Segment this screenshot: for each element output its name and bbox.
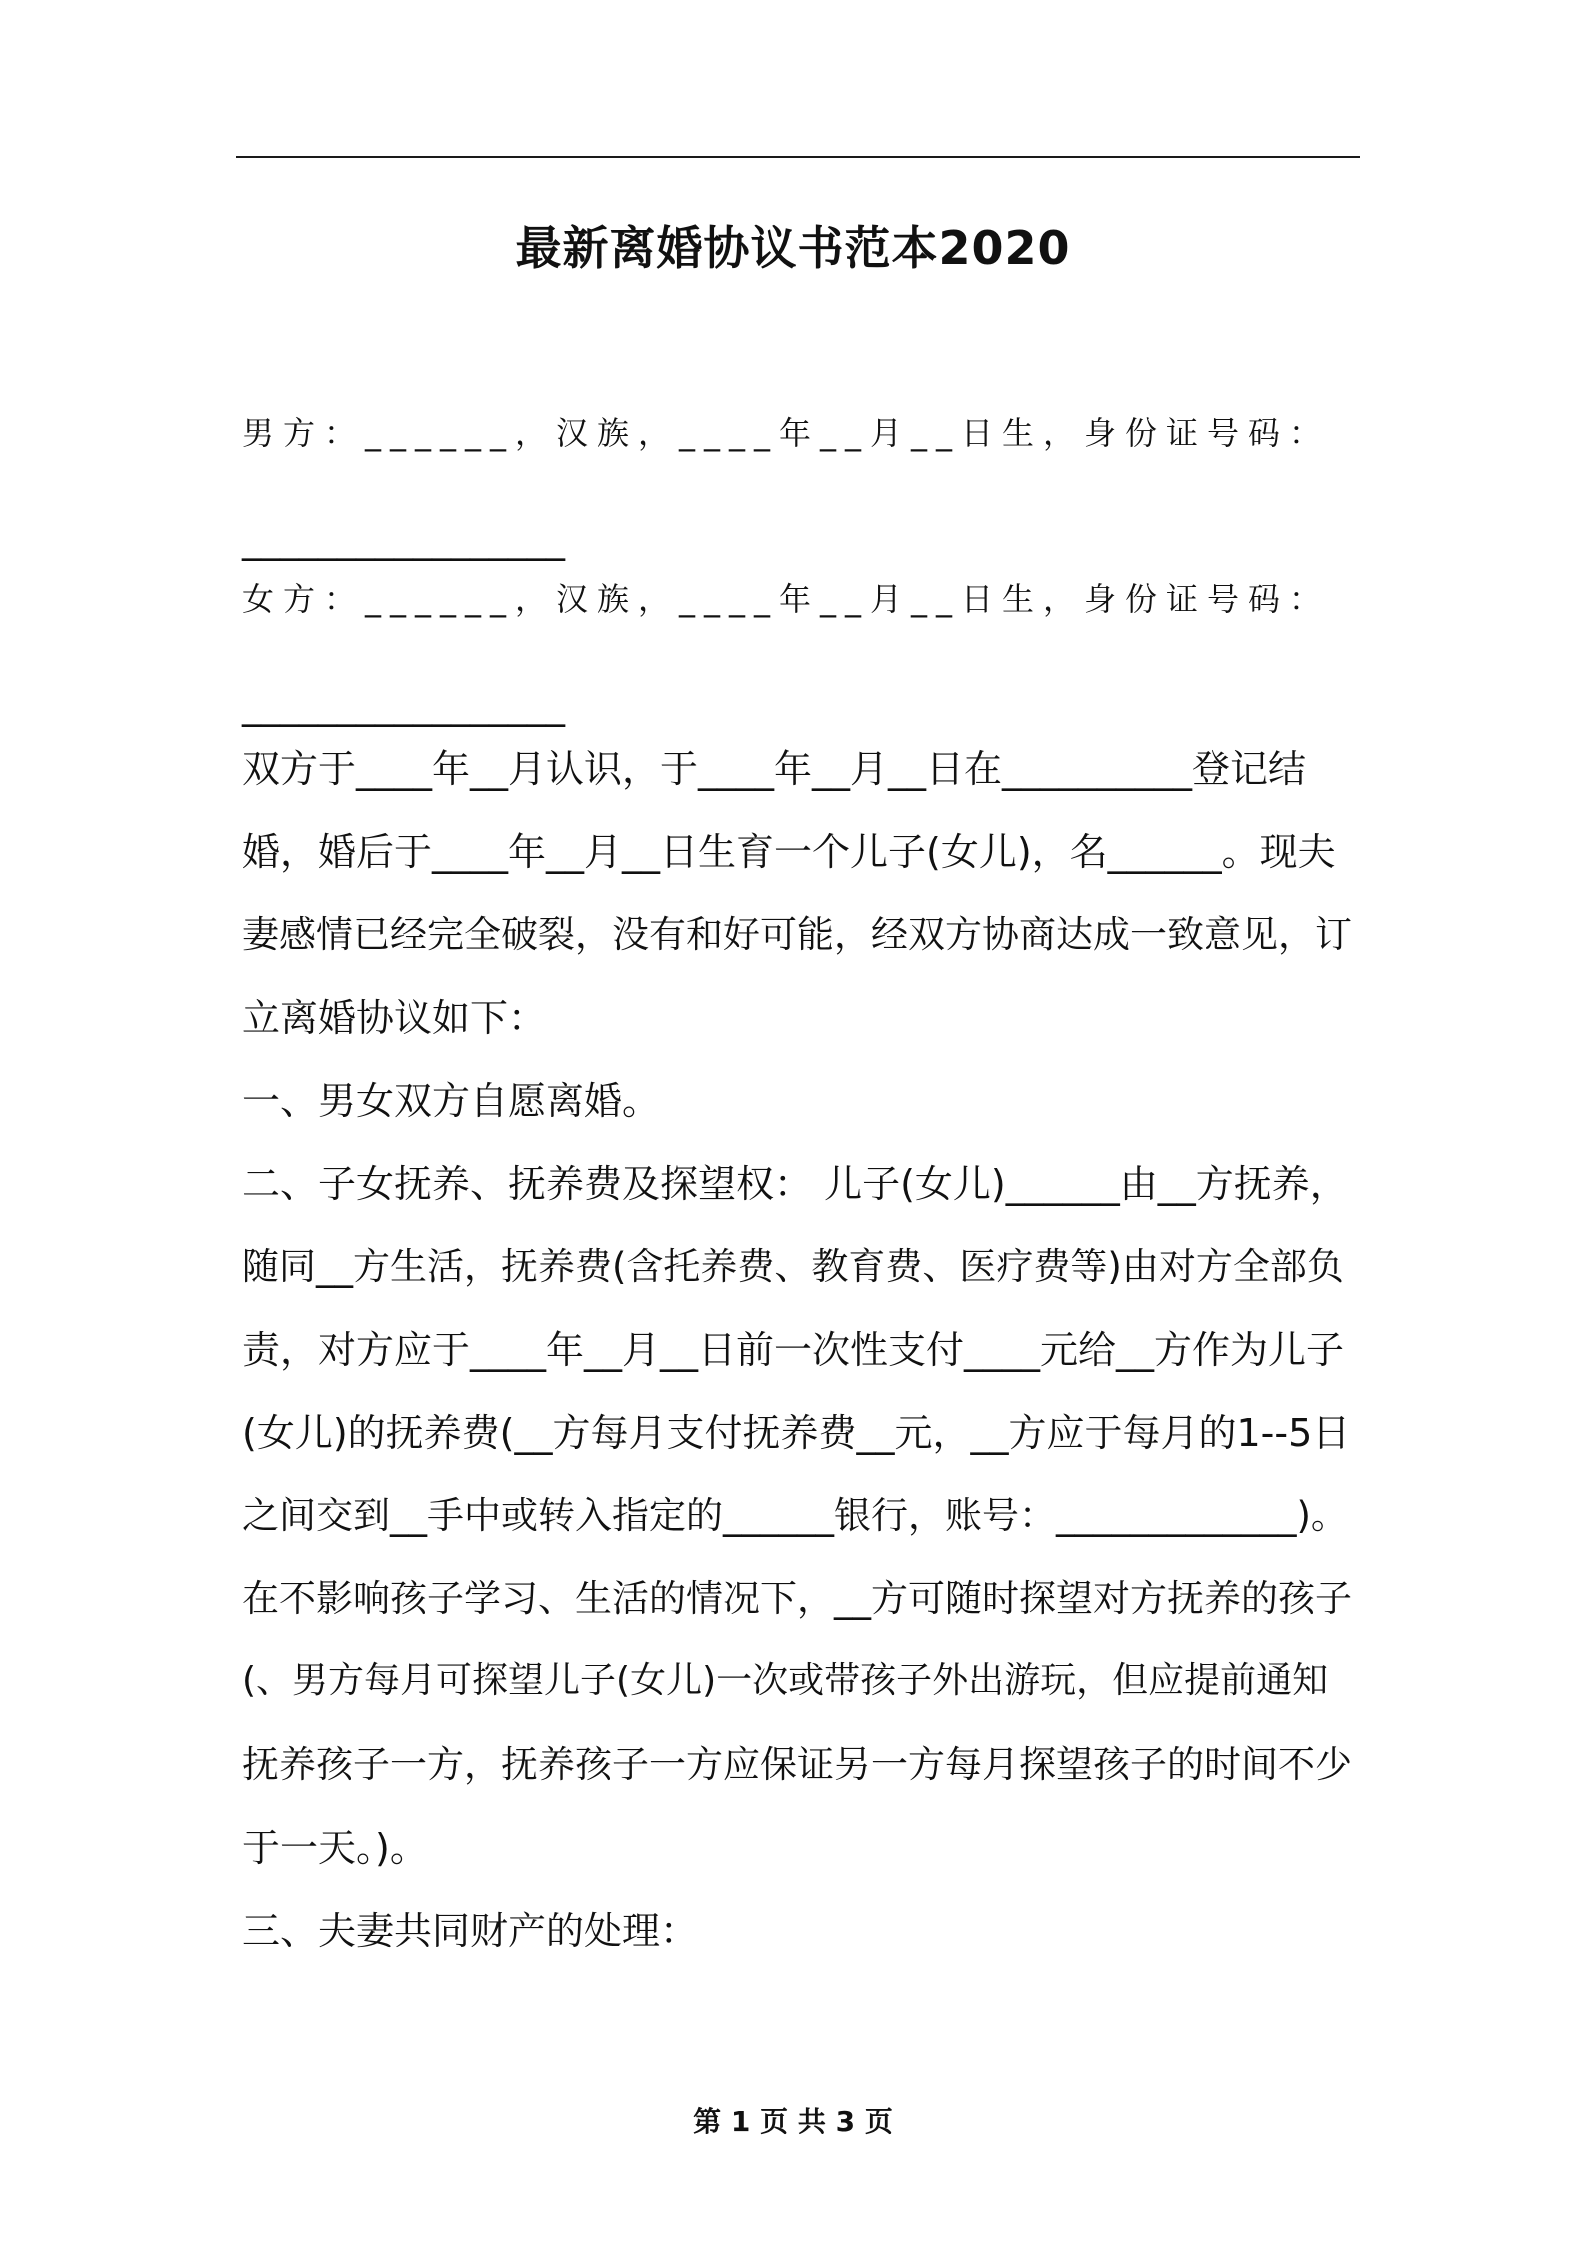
body-line: 随同__方生活，抚养费(含托养费、教育费、医疗费等)由对方全部负 — [242, 1245, 1344, 1288]
body-line: 妻感情已经完全破裂，没有和好可能，经双方协商达成一致意见，订 — [242, 913, 1352, 956]
body-line: 之间交到__手中或转入指定的______银行，账号：_____________)。 — [242, 1494, 1348, 1537]
body-line: 抚养孩子一方，抚养孩子一方应保证另一方每月探望孩子的时间不少 — [242, 1743, 1352, 1786]
clause-2-heading: 二、子女抚养、抚养费及探望权： 儿子(女儿)______由__方抚养， — [242, 1162, 1348, 1206]
body-line: 婚，婚后于____年__月__日生育一个儿子(女儿)，名______。现夫 — [242, 830, 1336, 874]
document-title: 最新离婚协议书范本2020 — [515, 221, 1071, 275]
body-line: (、男方每月可探望儿子(女儿)一次或带孩子外出游玩，但应提前通知 — [242, 1660, 1329, 1701]
body-line: (女儿)的抚养费(__方每月支付抚养费__元，__方应于每月的1--5日 — [242, 1411, 1351, 1455]
body-line: 在不影响孩子学习、生活的情况下，__方可随时探望对方抚养的孩子 — [242, 1577, 1352, 1620]
female-id-blank: _________________ — [242, 683, 565, 727]
female-party-line: 女方：______，汉族，____年__月__日生，身份证号码： — [242, 580, 1331, 618]
clause-1: 一、男女双方自愿离婚。 — [242, 1079, 661, 1123]
body-line: 责，对方应于____年__月__日前一次性支付____元给__方作为儿子 — [242, 1328, 1345, 1372]
male-id-blank: _________________ — [242, 517, 565, 561]
clause-3-heading: 三、夫妻共同财产的处理： — [242, 1909, 699, 1953]
body-line: 双方于____年__月认识，于____年__月__日在__________登记结 — [242, 747, 1307, 791]
body-line: 立离婚协议如下： — [242, 996, 547, 1040]
male-party-line: 男方：______，汉族，____年__月__日生，身份证号码： — [242, 414, 1331, 452]
header-rule — [236, 156, 1360, 158]
body-line: 于一天。)。 — [242, 1826, 428, 1870]
page-number: 第 1 页 共 3 页 — [693, 2105, 893, 2138]
